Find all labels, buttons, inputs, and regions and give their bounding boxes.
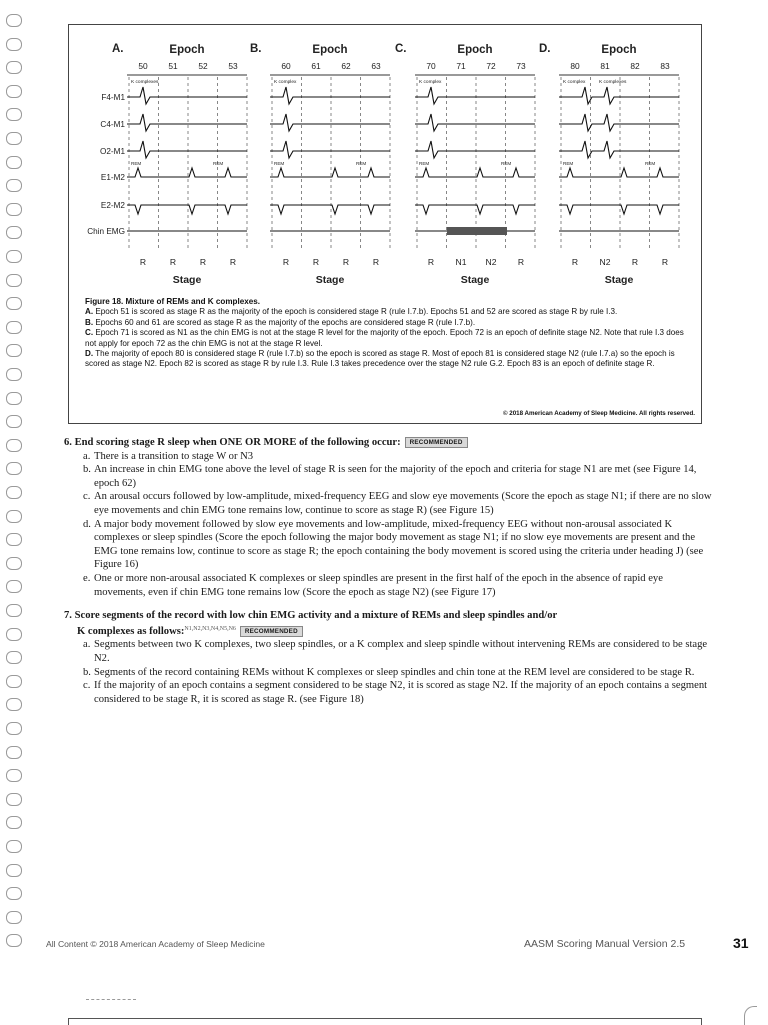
stage-value: N1 (455, 257, 467, 267)
rule-6-item-letter: a. (83, 450, 91, 462)
rule-6-item-letter: e. (83, 572, 91, 584)
epoch-number: 53 (228, 61, 238, 71)
eeg-trace (127, 205, 247, 214)
binding-ring (6, 156, 22, 169)
footer-manual-version: AASM Scoring Manual Version 2.5 (524, 938, 686, 950)
rule-7-list (64, 638, 714, 706)
epoch-number: 62 (341, 61, 351, 71)
epoch-label: Epoch (457, 44, 493, 56)
recommended-badge: RECOMMENDED (240, 626, 303, 637)
eeg-trace (127, 114, 247, 131)
stage-label: Stage (315, 274, 345, 286)
rule-7-heading-cont (64, 623, 714, 639)
binding-ring (6, 746, 22, 759)
rule-7-item-text: If the majority of an epoch contains a segment considered to be stage N2, it is scored as stage N2. If the majority of an epoch contains a segment considered to be stage R, it is scored as stage R. (see Figure 18) (94, 680, 708, 705)
caption-a-letter: A. (85, 307, 94, 317)
panel-letter: A. (112, 43, 124, 55)
stage-value: R (631, 257, 639, 267)
rule-6-item (64, 450, 714, 464)
binding-ring (6, 368, 22, 381)
rule-7-heading-text: 7. Score segments of the record with low chin EMG activity and a mixture of REMs and sleep spindles and/or (64, 610, 558, 622)
rules-section (64, 436, 714, 706)
binding-ring (6, 226, 22, 239)
eeg-trace (270, 205, 390, 214)
caption-b: Epochs 60 and 61 are scored as stage R as the majority of the epochs are considered stage R (rule I.7.b). (95, 317, 476, 327)
k-complex-annotation: K complexes (131, 80, 159, 85)
binding-ring (6, 462, 22, 475)
k-complex-annotation: K complex (274, 80, 297, 85)
eeg-figure-panels (69, 25, 701, 295)
rule-6-item-letter: c. (83, 491, 91, 503)
epoch-number: 70 (426, 61, 436, 71)
binding-ring (6, 108, 22, 121)
channel-label: E2-M2 (100, 201, 125, 210)
epoch-label: Epoch (169, 44, 205, 56)
rule-6-item (64, 518, 714, 572)
binding-ring (6, 675, 22, 688)
rule-7-item (64, 666, 714, 680)
figure-18 (68, 24, 702, 424)
eeg-trace (270, 141, 390, 158)
binding-ring (6, 533, 22, 546)
rule-6-item-text: One or more non-arousal associated K complexes or sleep spindles are present in the first half of the epoch in the absence of rapid eye movements, even if chin EMG tone remains low (Score the epoch as stage N2) (see Figure 17) (94, 572, 663, 598)
caption-title: Figure 18. Mixture of REMs and K complexes. (85, 297, 260, 306)
binding-ring (6, 321, 22, 334)
rule-7-references: N1,N2,N3,N4,N5,N6 (184, 625, 236, 632)
eeg-trace (270, 114, 390, 131)
binding-ring (6, 793, 22, 806)
epoch-number: 71 (456, 61, 466, 71)
epoch-number: 51 (168, 61, 178, 71)
eeg-trace (127, 141, 247, 158)
epoch-number: 73 (516, 61, 526, 71)
binding-ring (6, 274, 22, 287)
page-number: 31 (733, 935, 749, 951)
binding-ring (6, 392, 22, 405)
stage-label: Stage (604, 274, 634, 286)
stage-value: N2 (485, 257, 497, 267)
spiral-binding (6, 14, 26, 974)
rule-6-item-letter: d. (83, 518, 91, 530)
stage-value: R (571, 257, 579, 267)
stage-value: R (282, 257, 290, 267)
rule-6-item-letter: b. (83, 464, 91, 476)
binding-ring (6, 61, 22, 74)
rule-6-item (64, 463, 714, 490)
rem-annotation: REM (274, 161, 285, 166)
epoch-number: 61 (311, 61, 321, 71)
epoch-label: Epoch (601, 44, 637, 56)
k-complex-annotation: K complex (563, 80, 586, 85)
rule-7-item-text: Segments between two K complexes, two sleep spindles, or a K complex and sleep spindle without intervening REMs are considered to be stage N2. (94, 639, 708, 664)
binding-ring (6, 698, 22, 711)
epoch-label: Epoch (312, 44, 348, 56)
channel-label: E1-M2 (100, 173, 125, 182)
rem-annotation: REM (645, 161, 656, 166)
epoch-number: 50 (138, 61, 148, 71)
rule-6-item-text: An increase in chin EMG tone above the level of stage R is seen for the majority of the epoch and criteria for stage N1 are met (see Figure 14, epoch 62) (94, 464, 697, 489)
binding-ring (6, 864, 22, 877)
rule-6-item-text: An arousal occurs followed by low-amplitude, mixed-frequency EEG and slow eye movements (Score the epoch as stage N1; if there are no slow eye movements and chin EMG tone remains low, continue to score as stage R) (see Figure 15) (94, 491, 712, 516)
binding-ring (6, 840, 22, 853)
stage-value: R (199, 257, 207, 267)
epoch-number: 63 (371, 61, 381, 71)
stage-value: R (229, 257, 237, 267)
channel-label: F4-M1 (101, 93, 125, 102)
binding-ring (6, 132, 22, 145)
binding-ring (6, 816, 22, 829)
eeg-trace (270, 168, 390, 177)
binding-ring (6, 14, 22, 27)
stage-value: R (372, 257, 380, 267)
binding-ring (6, 486, 22, 499)
eeg-trace (415, 87, 535, 104)
eeg-trace (127, 87, 247, 104)
binding-ring (6, 85, 22, 98)
binding-ring (6, 510, 22, 523)
stage-value: R (517, 257, 525, 267)
rule-7-item-text: Segments of the record containing REMs without K complexes or sleep spindles and chin tone at the REM level are considered to be stage R. (94, 666, 695, 678)
caption-d: The majority of epoch 80 is considered stage R (rule I.7.b) so the epoch is scored as stage R. Most of epoch 81 is considered stage N2 (rule I.7.a) so the epoch is scored as stage N2. Epoch 82 is scored as stage R by rule I.3. Rule I.3 takes precedence over the stage N2 rule G.2. Epoch 83 is an epoch of definite stage R. (85, 349, 675, 369)
eeg-trace (415, 168, 535, 177)
binding-ring (6, 604, 22, 617)
caption-b-letter: B. (85, 317, 94, 327)
channel-label: O2-M1 (99, 147, 125, 156)
rule-7-item (64, 638, 714, 665)
rule-7-item-letter: b. (83, 666, 91, 678)
binding-ring (6, 722, 22, 735)
rule-6-item-text: There is a transition to stage W or N3 (94, 450, 254, 462)
rule-6-item (64, 572, 714, 599)
panel-letter: C. (395, 43, 407, 55)
eeg-trace (415, 141, 535, 158)
stage-value: R (661, 257, 669, 267)
binding-ring (6, 250, 22, 263)
binding-ring (6, 439, 22, 452)
chin-emg-elevated (447, 227, 507, 235)
binding-ring (6, 557, 22, 570)
stage-value: R (169, 257, 177, 267)
binding-ring (6, 934, 22, 947)
stage-value: N2 (599, 257, 611, 267)
caption-a: Epoch 51 is scored as stage R as the majority of the epoch is considered stage R (rule I.7.b). Epochs 51 and 52 are scored as stage R by rule I.3. (95, 307, 618, 317)
eeg-trace (270, 87, 390, 104)
rule-7-item-letter: a. (83, 639, 91, 651)
eeg-trace (127, 168, 247, 177)
caption-d-letter: D. (85, 349, 94, 359)
eeg-trace (415, 205, 535, 214)
rem-annotation: REM (563, 161, 574, 166)
rem-annotation: REM (356, 161, 367, 166)
stage-value: R (342, 257, 350, 267)
k-complex-annotation: K complex (419, 80, 442, 85)
rule-7-item (64, 679, 714, 706)
panel-letter: D. (539, 43, 551, 55)
epoch-number: 80 (570, 61, 580, 71)
channel-label: Chin EMG (87, 227, 125, 236)
eeg-trace (559, 141, 679, 158)
stage-label: Stage (172, 274, 202, 286)
binding-ring (6, 203, 22, 216)
rule-6-item-text: A major body movement followed by slow eye movements and low-amplitude, mixed-frequency EEG without non-arousal associated K complexes or sleep spindles (Score the epoch following the major body movement as stage N1; if no slow eye movements are present and the EMG tone remains low, continue to score as stage R; the epoch containing the body movement is scored using the criteria under heading J) (see Figure 16) (94, 518, 704, 571)
binding-ring (6, 580, 22, 593)
eeg-trace (559, 114, 679, 131)
eeg-trace (415, 114, 535, 131)
epoch-number: 72 (486, 61, 496, 71)
epoch-number: 52 (198, 61, 208, 71)
footer-copyright: All Content © 2018 American Academy of Sleep Medicine (46, 939, 265, 949)
rule-6-heading-text: 6. End scoring stage R sleep when ONE OR MORE of the following occur: (64, 437, 401, 448)
rem-annotation: REM (131, 161, 142, 166)
binding-ring (6, 769, 22, 782)
binding-ring (6, 415, 22, 428)
stage-value: R (139, 257, 147, 267)
epoch-number: 81 (600, 61, 610, 71)
binding-ring (6, 651, 22, 664)
binding-ring (6, 911, 22, 924)
rem-annotation: REM (419, 161, 430, 166)
rule-6-heading (64, 436, 714, 450)
eeg-trace (559, 168, 679, 177)
caption-c: Epoch 71 is scored as N1 as the chin EMG is not at the stage R level for the majority of the epoch. Epoch 72 is an epoch of definite stage N2. Note that rule I.3 does not apply for epoch 72 as the chin EMG is not at the stage R level. (85, 328, 684, 348)
stage-value: R (312, 257, 320, 267)
channel-label: C4-M1 (100, 120, 125, 129)
recommended-badge: RECOMMENDED (405, 437, 468, 448)
binding-ring (6, 344, 22, 357)
caption-c-letter: C. (85, 328, 94, 338)
rule-6-list (64, 450, 714, 600)
rule-7-heading-text-2: K complexes as follows: (77, 625, 185, 637)
epoch-number: 82 (630, 61, 640, 71)
rule-7-item-letter: c. (83, 680, 91, 692)
binding-ring (6, 887, 22, 900)
epoch-number: 60 (281, 61, 291, 71)
binding-ring (6, 179, 22, 192)
eeg-trace (559, 205, 679, 214)
bottom-dash-mark (86, 999, 136, 1002)
binding-ring (6, 38, 22, 51)
figure-copyright: © 2018 American Academy of Sleep Medicine. All rights reserved. (503, 410, 695, 417)
page-curl (744, 1006, 757, 1025)
stage-label: Stage (460, 274, 490, 286)
figure-caption (85, 297, 689, 370)
binding-ring (6, 297, 22, 310)
k-complex-annotation: K complexes (599, 80, 627, 85)
stage-value: R (427, 257, 435, 267)
eeg-trace (559, 87, 679, 104)
rem-annotation: REM (213, 161, 224, 166)
rule-6-item (64, 490, 714, 517)
rem-annotation: REM (501, 161, 512, 166)
panel-letter: B. (250, 43, 262, 55)
binding-ring (6, 628, 22, 641)
rule-7-heading (64, 609, 714, 623)
epoch-number: 83 (660, 61, 670, 71)
